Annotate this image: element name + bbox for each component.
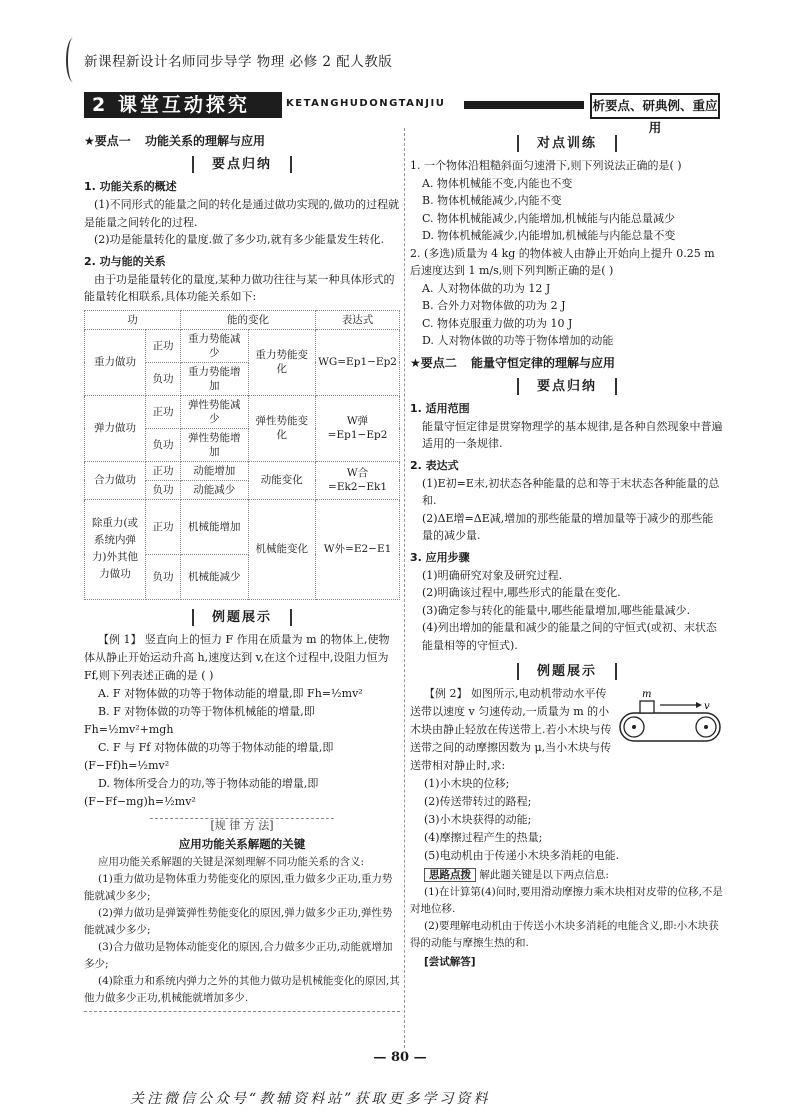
table-header-work: 功 [85, 310, 181, 329]
r-section-2-title: 2. 表达式 [410, 458, 459, 472]
work-energy-table [84, 310, 400, 600]
section-1-para-2: (2)功是能量转化的量度.做了多少功,就有多少能量发生转化. [94, 233, 385, 246]
table-header-row [85, 310, 400, 329]
r-section-2-para-1: (1)E初=E末,初状态各种能量的总和等于末状态各种能量的总和. [422, 476, 720, 507]
practice-heading [410, 132, 724, 151]
section-1-para-1: (1)不同形式的能量之间的转化是通过做功实现的,做功的过程就是能量之间转化的过程. [84, 198, 400, 229]
keypoint-2-title: 能量守恒定律的理解与应用 [470, 355, 615, 370]
method-end-rule [84, 1011, 400, 1012]
table-cell: 负功 [146, 480, 181, 499]
table-cell: 正功 [146, 499, 181, 554]
answer-label: [尝试解答] [424, 956, 476, 968]
question-2-stem: 2. (多选)质量为 4 kg 的物体被人由静止开始向上提升 0.25 m 后速度达到 1 m/s,则下列判断正确的是( ) [410, 246, 715, 277]
table-header-expr: 表达式 [316, 310, 400, 329]
table-cell: W外=E2−E1 [316, 499, 400, 599]
r-section-3-para-3: (3)确定参与转化的能量中,哪些能量增加,哪些能量减少. [422, 603, 691, 617]
question-2-option-c: C. 物体克服重力做的功为 10 J [422, 316, 573, 330]
section-banner [84, 92, 720, 135]
table-cell: 机械能变化 [248, 499, 316, 599]
hint-para-1: (1)在计算第(4)问时,要用滑动摩擦力乘木块相对皮带的位移,不是对地位移. [410, 886, 723, 915]
banner-box: 析要点、研典例、重应用 [590, 93, 720, 119]
banner-pinyin: KETANGHUDONGTANJIU [286, 98, 446, 109]
table-cell: 动能减少 [181, 480, 249, 499]
table-cell: 弹力做功 [85, 395, 146, 461]
table-cell: 正功 [146, 395, 181, 428]
example-heading-1 [84, 606, 400, 625]
diagram-label-v: v [704, 701, 710, 712]
hint-para-2: (2)要理解电动机由于传送小木块多消耗的电能含义,即:小木块获得的动能与摩擦生热的和. [410, 920, 719, 949]
table-row [85, 499, 400, 554]
table-cell: 机械能减少 [181, 554, 249, 599]
conveyor-diagram [616, 685, 724, 745]
velocity-arrowhead [696, 702, 702, 708]
diagram-label-m: m [642, 689, 652, 700]
hint-intro [410, 867, 724, 884]
left-pulley-axle [632, 725, 636, 729]
example-2-part-5: (5)电动机由于传递小木块多消耗的电能. [424, 849, 620, 862]
example-heading-1-text: 例题展示 [192, 609, 292, 626]
page-number: — 80 — [373, 1050, 427, 1065]
footer-note: 关注微信公众号“教辅资料站”获取更多学习资料 [130, 1091, 491, 1107]
hint-para-0: 解此题关键是以下两点信息: [479, 869, 609, 881]
example-1-option-c: C. F 与 Ff 对物体做的功等于物体动能的增量,即(F−Ff)h=½mv² [84, 740, 334, 772]
table-cell: 除重力(或系统内弹力)外其他力做功 [85, 499, 146, 599]
method-label-text: [规 律 方 法] [150, 818, 333, 832]
question-1 [410, 157, 724, 245]
question-1-option-a: A. 物体机械能不变,内能也不变 [422, 176, 573, 190]
r-section-2-para-2: (2)ΔE增=ΔE减,增加的那些能量的增加量等于减少的那些能量的减少量. [422, 511, 714, 542]
example-1-option-b: B. F 对物体做的功等于物体机械能的增量,即 Fh=½mv²+mgh [84, 704, 315, 736]
table-cell: 重力势能增加 [181, 362, 249, 395]
table-cell: 合力做功 [85, 461, 146, 499]
example-1-option-d: D. 物体所受合力的功,等于物体动能的增量,即(F−Ff−mg)h=½mv² [84, 776, 319, 808]
summary-heading-2-text: 要点归纳 [517, 378, 617, 395]
table-cell: 负功 [146, 362, 181, 395]
section-1-title: 1. 功能关系的概述 [84, 180, 177, 193]
r-section-1-title: 1. 适用范围 [410, 401, 470, 415]
block-m [640, 701, 654, 713]
hint-label: 思路点拨 [424, 868, 476, 882]
r-section-3-para-4: (4)列出增加的能量和减少的能量之间的守恒式(或初、末状态能量相等的守恒式). [422, 621, 717, 652]
question-2-option-d: D. 人对物体做的功等于物体增加的动能 [422, 334, 614, 347]
example-2-stem: 【例 2】 如图所示,电动机带动水平传送带以速度 v 匀速传动,一质量为 m 的小木块由静止轻放在传送带上.若小木块与传送带之间的动摩擦因数为 μ,当小木块与传送带相对静止时,求: [410, 687, 612, 772]
question-2-option-b: B. 合外力对物体做的功为 2 J [422, 299, 566, 312]
question-1-option-c: C. 物体机械能减少,内能增加,机械能与内能总量减少 [422, 211, 676, 225]
example-2-part-2: (2)传送带转过的路程; [424, 795, 532, 808]
table-cell: WG=Ep1−Ep2 [316, 329, 400, 395]
table-row [85, 329, 400, 362]
r-section-3-para-2: (2)明确该过程中,哪些形式的能量在变化. [422, 586, 621, 599]
method-para-1: (1)重力做功是物体重力势能变化的原因,重力做多少正功,重力势能就减少多少; [84, 872, 393, 902]
question-1-stem: 1. 一个物体沿粗糙斜面匀速滑下,则下列说法正确的是( ) [410, 159, 682, 172]
example-1-stem: 【例 1】 竖直向上的恒力 F 作用在质量为 m 的物体上,使物体从静止开始运动升高 h,速度达到 v,在这个过程中,设阻力恒为 Ff,则下列表述正确的是 ( ) [84, 632, 390, 682]
method-para-0: 应用功能关系解题的关键是深刻理解不同功能关系的含义: [98, 855, 365, 868]
example-2-part-1: (1)小木块的位移; [424, 777, 510, 790]
table-cell: 弹性势能变化 [248, 395, 316, 461]
table-cell: 动能变化 [248, 461, 316, 499]
example-heading-2 [410, 660, 724, 679]
method-label [84, 817, 400, 833]
table-cell: 正功 [146, 329, 181, 362]
banner-title: 2 课堂互动探究 [84, 92, 282, 118]
keypoint-2 [410, 354, 724, 371]
r-section-3-para-1: (1)明确研究对象及研究过程. [422, 568, 563, 582]
table-cell: 负功 [146, 428, 181, 461]
table-cell: W弹=Ep1−Ep2 [316, 395, 400, 461]
summary-heading-1 [84, 153, 400, 172]
left-column [84, 128, 400, 1012]
table-cell: 重力做功 [85, 329, 146, 395]
table-header-change: 能的变化 [181, 310, 316, 329]
running-head: 新课程新设计名师同步导学 物理 必修 2 配人教版 [84, 54, 393, 70]
r-section-3-title: 3. 应用步骤 [410, 550, 470, 564]
question-1-option-d: D. 物体机械能减少,内能增加,机械能与内能总量不变 [422, 229, 676, 242]
method-para-2: (2)弹力做功是弹簧弹性势能变化的原因,弹力做多少正功,弹性势能就减少多少; [84, 906, 393, 936]
table-cell: W合=Ek2−Ek1 [316, 461, 400, 499]
table-cell: 弹性势能减少 [181, 395, 249, 428]
section-2-para-1: 由于功是能量转化的量度,某种力做功往往与某一种具体形式的能量转化相联系,具体功能关系如下: [84, 272, 395, 303]
method-para-4: (4)除重力和系统内弹力之外的其他力做功是机械能变化的原因,其他力做多少正功,机械能就增加多少. [84, 974, 400, 1004]
practice-heading-text: 对点训练 [517, 135, 617, 152]
example-heading-2-text: 例题展示 [517, 663, 617, 680]
question-1-option-b: B. 物体机械能减少,内能不变 [422, 194, 562, 207]
keypoint-1 [84, 132, 400, 149]
section-2-title: 2. 功与能的关系 [84, 254, 166, 268]
question-2 [410, 245, 724, 350]
summary-heading-2 [410, 375, 724, 394]
table-row [85, 461, 400, 480]
table-cell: 重力势能变化 [248, 329, 316, 395]
example-2-part-3: (3)小木块获得的动能; [424, 813, 532, 826]
table-cell: 弹性势能增加 [181, 428, 249, 461]
right-column [410, 128, 724, 971]
table-cell: 动能增加 [181, 461, 249, 480]
right-pulley-axle [704, 725, 708, 729]
table-cell: 负功 [146, 554, 181, 599]
keypoint-2-tag: ★要点二 [410, 355, 457, 370]
table-cell: 机械能增加 [181, 499, 249, 554]
example-1-option-a: A. F 对物体做的功等于物体动能的增量,即 Fh=½mv² [98, 686, 363, 700]
table-row [85, 395, 400, 428]
banner-bar [464, 101, 584, 109]
keypoint-1-tag: ★要点一 [84, 134, 131, 148]
method-para-3: (3)合力做功是物体动能变化的原因,合力做多少正功,动能就增加多少; [84, 940, 393, 970]
example-2-block [410, 685, 724, 775]
question-2-option-a: A. 人对物体做的功为 12 J [422, 281, 551, 295]
column-divider [404, 128, 405, 1048]
summary-heading-1-text: 要点归纳 [192, 156, 292, 173]
table-cell: 重力势能减少 [181, 329, 249, 362]
method-title: 应用功能关系解题的关键 [178, 836, 306, 851]
r-section-1-para: 能量守恒定律是贯穿物理学的基本规律,是各种自然现象中普遍适用的一条规律. [422, 419, 723, 450]
table-cell: 正功 [146, 461, 181, 480]
example-2-part-4: (4)摩擦过程产生的热量; [424, 831, 543, 844]
header-bracket [66, 38, 80, 82]
keypoint-1-title: 功能关系的理解与应用 [144, 134, 265, 148]
